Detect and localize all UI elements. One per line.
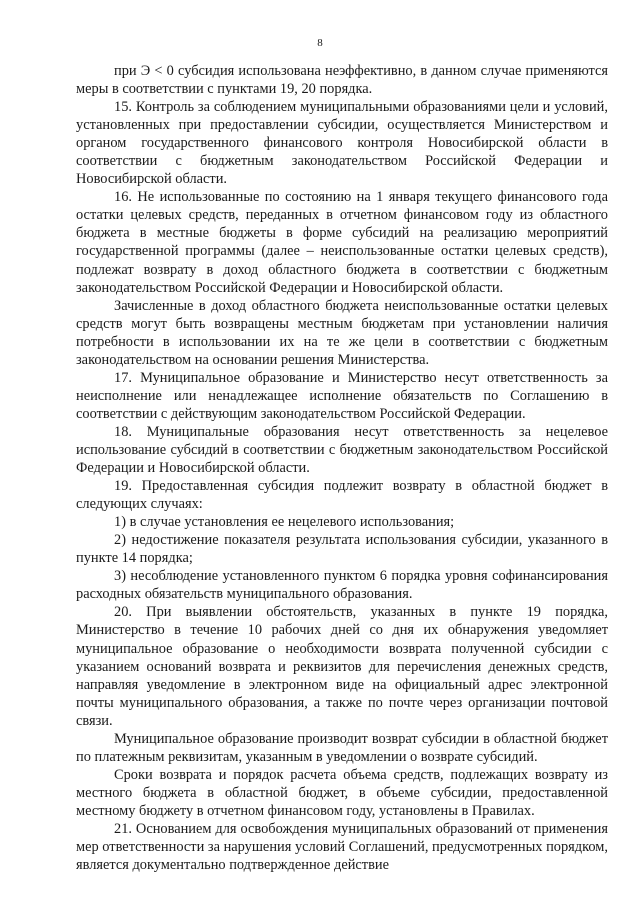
paragraph-17: 17. Муниципальное образование и Министерство несут ответственность за неисполнение или ненадлежащее исполнение обязательств по Соглашению в соответствии с действующим законодательством Российской Федерации. bbox=[76, 369, 608, 422]
document-body bbox=[76, 62, 608, 874]
page-number: 8 bbox=[317, 37, 323, 49]
paragraph-16: 16. Не использованные по состоянию на 1 января текущего финансового года остатки целевых средств, переданных в отчетном финансовом году из областного бюджета в местные бюджеты в форме субсидий на реализацию мероприятий государственной программы (далее – неиспользованные остатки целевых средств), подлежат возврату в доход областного бюджета в соответствии с бюджетным законодательством Российской Федерации и Новосибирской области. bbox=[76, 189, 608, 296]
paragraph-19: 19. Предоставленная субсидия подлежит возврату в областной бюджет в следующих случаях: bbox=[76, 478, 608, 513]
paragraph-15: 15. Контроль за соблюдением муниципальными образованиями цели и условий, установленных при предоставлении субсидии, осуществляется Министерством и органом государственного финансового контроля Новосибирской области в соответствии с бюджетным законодательством Российской Федерации и Новосибирской области. bbox=[76, 99, 608, 188]
paragraph-18: 18. Муниципальные образования несут ответственность за нецелевое использование субсидий в соответствии с бюджетным законодательством Российской Федерации и Новосибирской области. bbox=[76, 423, 608, 477]
paragraph-20-refund-details: Муниципальное образование производит возврат субсидии в областной бюджет по платежным реквизитам, указанным в уведомлении о возврате субсидий. bbox=[76, 730, 608, 765]
list-item-19-1: 1) в случае установления ее нецелевого использования; bbox=[114, 514, 455, 531]
paragraph-20: 20. При выявлении обстоятельств, указанных в пункте 19 порядка, Министерство в течение 10 рабочих дней со дня их обнаружения уведомляет муниципальное образование о необходимости возврата полученной субсидии с указанием оснований возврата и реквизитов для перечисления денежных средств, направляя уведомление в электронном виде на официальный адрес электронной почты муниципального образования, а также по почте через организации почтовой связи. bbox=[76, 604, 608, 729]
paragraph-21: 21. Основанием для освобождения муниципальных образований от применения мер ответственности за нарушения условий Соглашений, предусмотренных порядком, является документально подтвержденное действие bbox=[76, 820, 608, 874]
list-item-19-3: 3) несоблюдение установленного пунктом 6 порядка уровня софинансирования расходных обязательств муниципального образования. bbox=[76, 568, 608, 603]
paragraph-16-return-remainders: Зачисленные в доход областного бюджета неиспользованные остатки целевых средств могут быть возвращены местным бюджетам при установлении наличия потребности в использовании их на те же цели в соответствии с бюджетным законодательством на основании решения Министерства. bbox=[76, 297, 608, 368]
list-item-19-2: 2) недостижение показателя результата использования субсидии, указанного в пункте 14 порядка; bbox=[76, 532, 608, 567]
paragraph-efficiency-condition: при Э < 0 субсидия использована неэффективно, в данном случае применяются меры в соответствии с пунктами 19, 20 порядка. bbox=[76, 63, 608, 98]
paragraph-20-refund-terms: Сроки возврата и порядок расчета объема средств, подлежащих возврату из местного бюджета в областной бюджет, в объеме субсидии, предоставленной местному бюджету в отчетном финансовом году, установлены в Правилах. bbox=[76, 766, 608, 819]
